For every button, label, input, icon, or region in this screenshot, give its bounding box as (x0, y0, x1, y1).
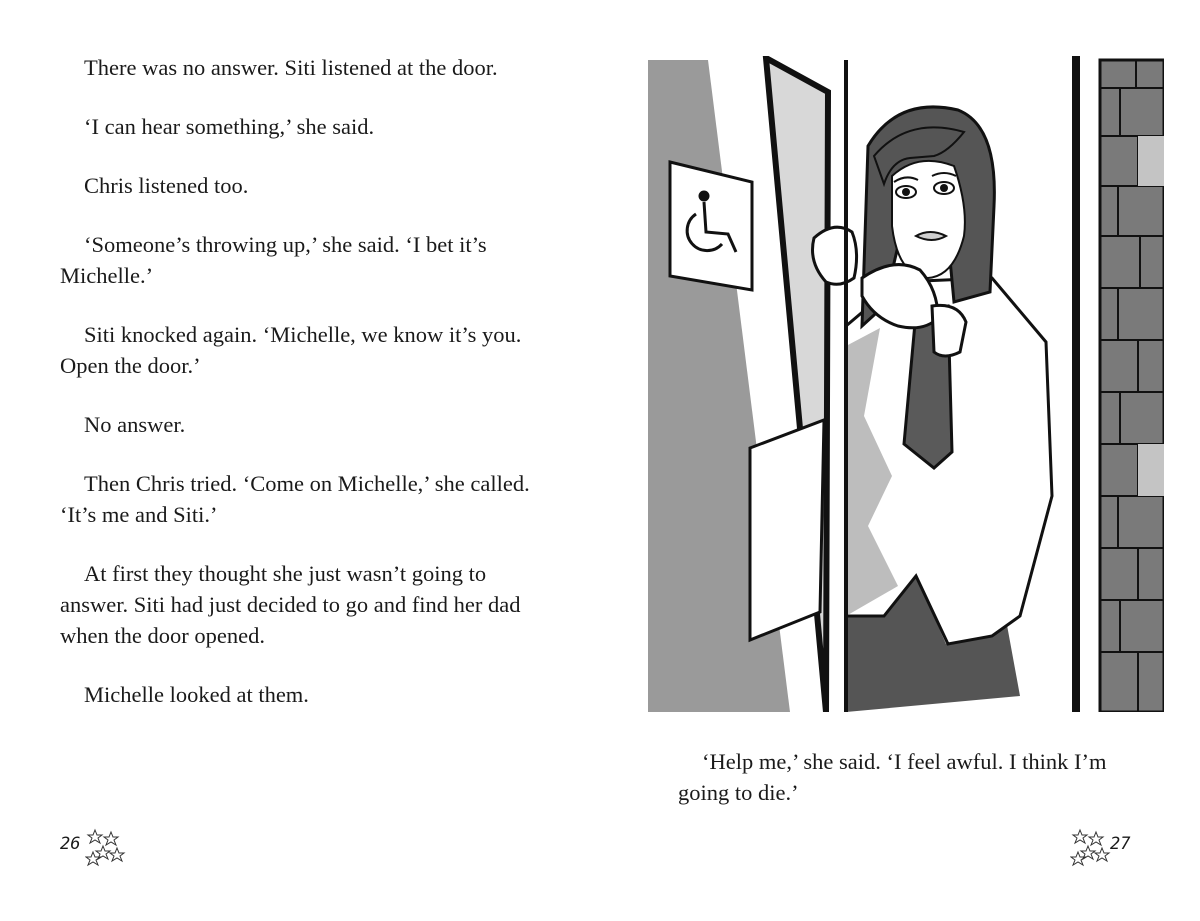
paragraph: ‘Someone’s throwing up,’ she said. ‘I bet it’s Michelle.’ (60, 232, 487, 288)
stars-decoration-icon (85, 828, 127, 868)
paragraph: No answer. (84, 412, 186, 437)
caption-text (678, 746, 1138, 836)
right-page (600, 0, 1200, 921)
paragraph: Siti knocked again. ‘Michelle, we know it’s you. Open the door.’ (60, 322, 522, 378)
illustration-girl-at-toilet-door (648, 56, 1164, 712)
paragraph: Chris listened too. (84, 173, 249, 198)
page-number-right: 27 (1110, 834, 1131, 854)
caption-paragraph: ‘Help me,’ she said. ‘I feel awful. I think I’m going to die.’ (678, 749, 1107, 805)
page-number-left: 26 (60, 834, 81, 854)
paragraph: Michelle looked at them. (84, 682, 309, 707)
story-text (60, 52, 530, 738)
paragraph: Then Chris tried. ‘Come on Michelle,’ she called. ‘It’s me and Siti.’ (60, 471, 530, 527)
paragraph: ‘I can hear something,’ she said. (84, 114, 375, 139)
paragraph: There was no answer. Siti listened at the door. (84, 55, 498, 80)
stars-decoration-icon (1070, 828, 1112, 868)
paragraph: At first they thought she just wasn’t going to answer. Siti had just decided to go and find her dad when the door opened. (60, 561, 521, 648)
